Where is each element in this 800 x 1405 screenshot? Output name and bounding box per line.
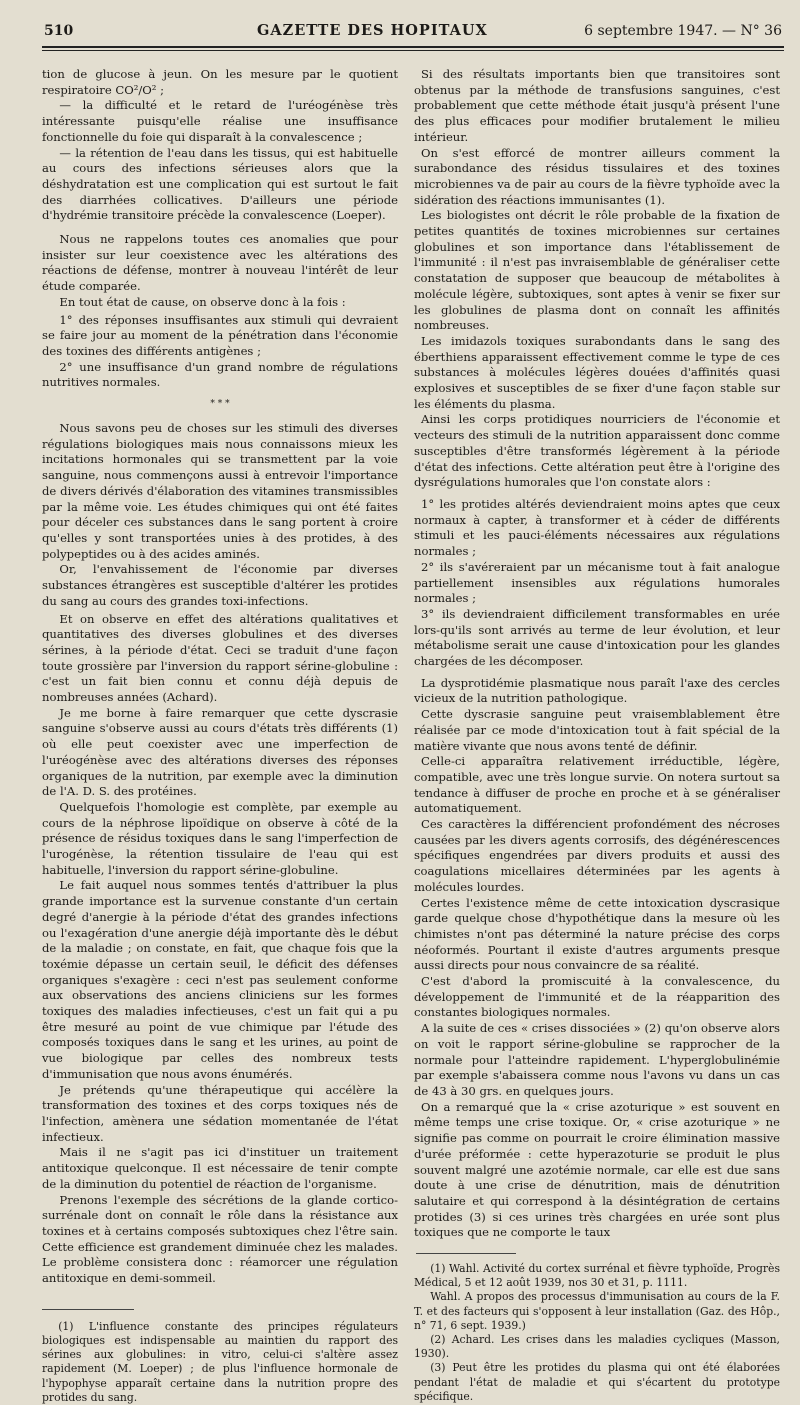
footnotes: [42, 1320, 398, 1405]
page-number: 510: [44, 23, 74, 39]
footnote: (3) Peut être les protides du plasma qui ont été élaborées pendant l'état de maladie et qui s'écartent du prototype spécifique.: [414, 1361, 780, 1403]
journal-title: GAZETTE DES HOPITAUX: [257, 22, 488, 39]
footnote: (2) Achard. Les crises dans les maladies cycliques (Masson, 1930).: [414, 1333, 780, 1361]
paragraph: A la suite de ces « crises dissociées » (2) qu'on observe alors on voit le rapport sérine-globuline se rapprocher de la normale pour l'atteindre rapidement. L'hyperglobulinémie par exemple s'abaissera comme nous l'avons vu dans un cas de 43 à 30 grs. en quelques jours.: [414, 1021, 780, 1098]
paragraph: On s'est efforcé de montrer ailleurs comment la surabondance des résidus tissulaires et des toxines microbiennes va de pair au cours de la fièvre typhoïde avec la sidération des réactions immunisantes (1).: [414, 145, 780, 207]
paragraph: Or, l'envahissement de l'économie par diverses substances étrangères est susceptible d'altérer les protides du sang au cours des grandes toxi-infections.: [42, 562, 398, 608]
paragraph: Mais il ne s'agit pas ici d'instituer un traitement antitoxique quelconque. Il est nécessaire de tenir compte de la diminution du potentiel de réaction de l'organisme.: [42, 1145, 398, 1191]
section-separator: * * *: [210, 399, 230, 410]
footnote: Wahl. A propos des processus d'immunisation au cours de la F. T. et des facteurs qui s'opposent à leur installation (Gaz. des Hôp., n° 71, 6 sept. 1939.): [414, 1290, 780, 1332]
paragraph: Le fait auquel nous sommes tentés d'attribuer la plus grande importance est la survenue constante d'un certain degré d'anergie à la période d'état des grandes infections ou l'exagération d'une anergie déjà importante dès le début de la maladie ; on constate, en fait, que chaque fois que la toxémie dépasse un certain seuil, le déficit des défenses organiques s'exagère : ceci n'est pas seulement conforme aux observations des anciens cliniciens sur les formes toxiques des maladies infectieuses, c'est un fait qui a pu être mesuré au point de vue chimique par l'étude des composés toxiques dans le sang et les urines, au point de vue biologique par celles des nombreux tests d'immunisation que nous avons énumérés.: [42, 878, 398, 1081]
paragraph: Je me borne à faire remarquer que cette dyscrasie sanguine s'observe aussi au cours d'états très différents (1) où elle peut coexister avec une imperfection de l'uréogénèse avec des altérations diverses des réponses organiques de la nutrition, par exemple avec la diminution de l'A. D. S. des protéines.: [42, 705, 398, 799]
footnote-divider: [42, 1309, 134, 1310]
paragraph: Et on observe en effet des altérations qualitatives et quantitatives des diverses globulines et des diverses sérines, à la période d'état. Ceci se traduit d'une façon toute grossière par l'inversion du rapport sérine-globuline : c'est un fait bien connu et connu déjà depuis de nombreuses années (Achard).: [42, 611, 398, 705]
paragraph: Les biologistes ont décrit le rôle probable de la fixation de petites quantités de toxines microbiennes sur certaines globulines et son importance dans l'établissement de l'immunité : il n'est pas invraisemblable de généraliser cette constatation de supposer que beaucoup de métabolites à molécule légère, subtoxiques, sont aptes à venir se fixer sur les globulines de plasma dont on connaît les affinités nombreuses.: [414, 208, 780, 333]
paragraph: La dysprotidémie plasmatique nous paraît l'axe des cercles vicieux de la nutrition pathologique.: [414, 675, 780, 706]
paragraph: Cette dyscrasie sanguine peut vraisemblablement être réalisée par ce mode d'intoxication tout à fait spécial de la matière vivante que nous avons tenté de définir.: [414, 707, 780, 753]
footnotes: [414, 1262, 780, 1404]
paragraph: On a remarqué que la « crise azoturique » est souvent en même temps une crise toxique. Or, « crise azoturique » ne signifie pas comme on pourrait le croire élimination massive d'urée préformée : cette hyperazoturie se produit le plus souvent malgré une azotémie normale, car elle est due sans doute à une crise de dénutrition, mais de dénutrition salutaire et qui correspond à la désintégration de certains protides (3) si ces urines très chargées en urée sont plus toxiques que ne comporte le taux: [414, 1099, 780, 1240]
issue-date: 6 septembre 1947. — N° 36: [584, 23, 782, 39]
paragraph: Nous savons peu de choses sur les stimuli des diverses régulations biologiques mais nous connaissons mieux les incitations hormonales qui se transmettent par la voie sanguine, nous commençons aussi à entrevoir l'importance de divers dérivés d'élaboration des vitamines transmissibles par la même voie. Les études chimiques qui ont été faites pour déceler ces substances dans le sang portent à croire qu'elles y sont transportées unies à des protides, à des polypeptides ou à des acides aminés.: [42, 421, 398, 561]
paragraph: Celle-ci apparaîtra relativement irréductible, légère, compatible, avec une très longue survie. On notera surtout sa tendance à diffuser de proche en proche et à se généraliser automatiquement.: [414, 754, 780, 816]
right-column: [414, 67, 780, 1404]
paragraph: 3° ils deviendraient difficilement transformables en urée lors-qu'ils sont arrivés au terme de leur évolution, et leur métabolisme serait une cause d'intoxication pour les glandes chargées de les décomposer.: [414, 606, 780, 669]
paragraph: 2° ils s'avéreraient par un mécanisme tout à fait analogue partiellement insensibles aux régulations humorales normales ;: [414, 559, 780, 606]
footnote-divider: [416, 1253, 516, 1254]
paragraph: 2° une insuffisance d'un grand nombre de régulations nutritives normales.: [42, 359, 398, 390]
header-rule-thin: [42, 50, 784, 51]
header-rule-thick: [42, 46, 784, 48]
paragraph: — la difficulté et le retard de l'uréogénèse très intéressante puisqu'elle réalise une insuffisance fonctionnelle du foie qui disparaît à la convalescence ;: [42, 98, 398, 144]
paragraph: Je prétends qu'une thérapeutique qui accélère la transformation des toxines et des corps toxiques nés de l'infection, amènera une sédation momentanée de l'état infectieux.: [42, 1082, 398, 1144]
paragraph: Nous ne rappelons toutes ces anomalies que pour insister sur leur coexistence avec les altérations des réactions de défense, montrer à nouveau l'intérêt de leur étude comparée.: [42, 232, 398, 294]
paragraph: Les imidazols toxiques surabondants dans le sang des éberthiens apparaissent effectivement comme le type de ces substances à molécules légères douées d'affinités quasi explosives et susceptibles de se fixer d'une façon stable sur les éléments du plasma.: [414, 333, 780, 411]
paragraph: tion de glucose à jeun. On les mesure par le quotient respiratoire CO²/O² ;: [42, 67, 398, 97]
paragraph: — la rétention de l'eau dans les tissus, qui est habituelle au cours des infections sérieuses alors que la déshydratation est une complication qui est surtout le fait des diarrhées collicatives. D'ailleurs une période d'hydrémie transitoire précède la convalescence (Loeper).: [42, 145, 398, 223]
paragraph: En tout état de cause, on observe donc à la fois :: [59, 294, 346, 309]
paragraph: Ces caractères la différencient profondément des nécroses causées par les divers agents corrosifs, des dégénérescences spécifiques engendrées par divers produits et aussi des coagulations micellaires déterminées par les agents à molécules lourdes.: [414, 817, 780, 894]
page-header: [14, 22, 782, 44]
paragraph: Ainsi les corps protidiques nourriciers de l'économie et vecteurs des stimuli de la nutrition apparaissent donc comme susceptibles d'être transformés légèrement à la période d'état des infections. Cette altération peut être à l'origine des dysrégulations humorales que l'on constate alors :: [414, 412, 780, 490]
footnote: (1) Wahl. Activité du cortex surrénal et fièvre typhoïde, Progrès Médical, 5 et 12 août 1939, nos 30 et 31, p. 1111.: [414, 1262, 780, 1290]
paragraph: Certes l'existence même de cette intoxication dyscrasique garde quelque chose d'hypothétique dans la mesure où les chimistes n'ont pas déterminé la nature précise des corps néoformés. Pourtant il existe d'autres arguments presque aussi directs pour nous convaincre de sa réalité.: [414, 895, 780, 973]
left-column: [42, 67, 398, 1405]
paragraph: C'est d'abord la promiscuité à la convalescence, du développement de l'immunité et de la réapparition des constantes biologiques normales.: [414, 974, 780, 1020]
paragraph: Prenons l'exemple des sécrétions de la glande cortico-surrénale dont on connaît le rôle dans la résistance aux toxines et à certains composés subtoxiques chez l'être sain. Cette efficience est grandement diminuée chez les malades. Le problème consistera donc : réamorcer une régulation antitoxique en demi-sommeil.: [42, 1192, 398, 1286]
paragraph: 1° des réponses insuffisantes aux stimuli qui devraient se faire jour au moment de la pénétration dans l'économie des toxines des différents antigènes ;: [42, 312, 398, 358]
paragraph: 1° les protides altérés deviendraient moins aptes que ceux normaux à capter, à transformer et à céder de différents stimuli et les pauci-éléments nécessaires aux régulations normales ;: [414, 496, 780, 559]
paragraph: Si des résultats importants bien que transitoires sont obtenus par la méthode de transfusions sanguines, c'est probablement que cette méthode était jusqu'à présent l'une des plus efficaces pour modifier brutalement le milieu intérieur.: [414, 67, 780, 144]
paragraph: Quelquefois l'homologie est complète, par exemple au cours de la néphrose lipoïdique on observe à côté de la présence de résidus toxiques dans le sang l'imperfection de l'urogénèse, la rétention tissulaire de l'eau qui est habituelle, l'inversion du rapport sérine-globuline.: [42, 799, 398, 877]
footnote: (1) L'influence constante des principes régulateurs biologiques est indispensable au maintien du rapport des sérines aux globulines: in vitro, celui-ci s'altère assez rapidement (M. Loeper) ; de plus l'influence hormonale de l'hypophyse apparaît certaine dans la nutrition propre des protides du sang.: [42, 1319, 398, 1404]
